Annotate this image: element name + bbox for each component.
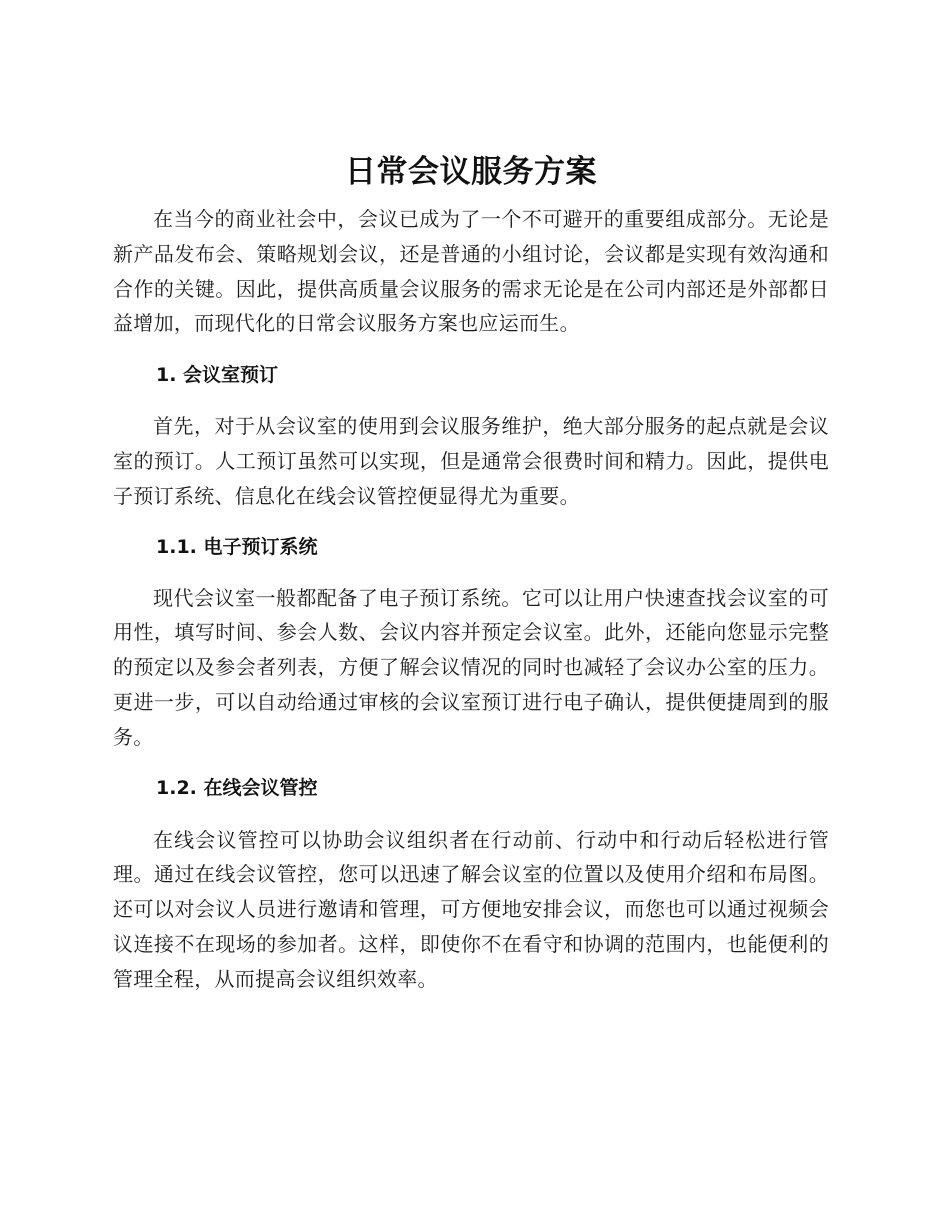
intro-paragraph: 在当今的商业社会中，会议已成为了一个不可避开的重要组成部分。无论是新产品发布会、策略规划会议，还是普通的小组讨论，会议都是实现有效沟通和合作的关键。因此，提供高质量会议服务的需求无论是在公司内部还是外部都日益增加，而现代化的日常会议服务方案也应运而生。 (113, 207, 829, 336)
section-heading-online-management: 1.2. 在线会议管控 (156, 776, 318, 799)
section-paragraph-electronic-booking: 现代会议室一般都配备了电子预订系统。它可以让用户快速查找会议室的可用性，填写时间、参会人数、会议内容并预定会议室。此外，还能向您显示完整的预定以及参会者列表，方便了解会议情况的同时也减轻了会议办公室的压力。更进一步，可以自动给通过审核的会议室预订进行电子确认，提供便捷周到的服务。 (113, 585, 829, 749)
section-paragraph-online-management: 在线会议管控可以协助会议组织者在行动前、行动中和行动后轻松进行管理。通过在线会议管控，您可以迅速了解会议室的位置以及使用介绍和布局图。还可以对会议人员进行邀请和管理，可方便地安排会议，而您也可以通过视频会议连接不在现场的参加者。这样，即使你不在看守和协调的范围内，也能便利的管理全程，从而提高会议组织效率。 (113, 827, 829, 991)
section-paragraph-room-booking: 首先，对于从会议室的使用到会议服务维护，绝大部分服务的起点就是会议室的预订。人工预订虽然可以实现，但是通常会很费时间和精力。因此，提供电子预订系统、信息化在线会议管控便显得尤为重要。 (113, 414, 829, 508)
section-heading-room-booking: 1. 会议室预订 (156, 364, 279, 387)
document-title: 日常会议服务方案 (345, 154, 597, 190)
document-page (113, 148, 829, 997)
section-heading-electronic-booking: 1.1. 电子预订系统 (156, 535, 318, 558)
